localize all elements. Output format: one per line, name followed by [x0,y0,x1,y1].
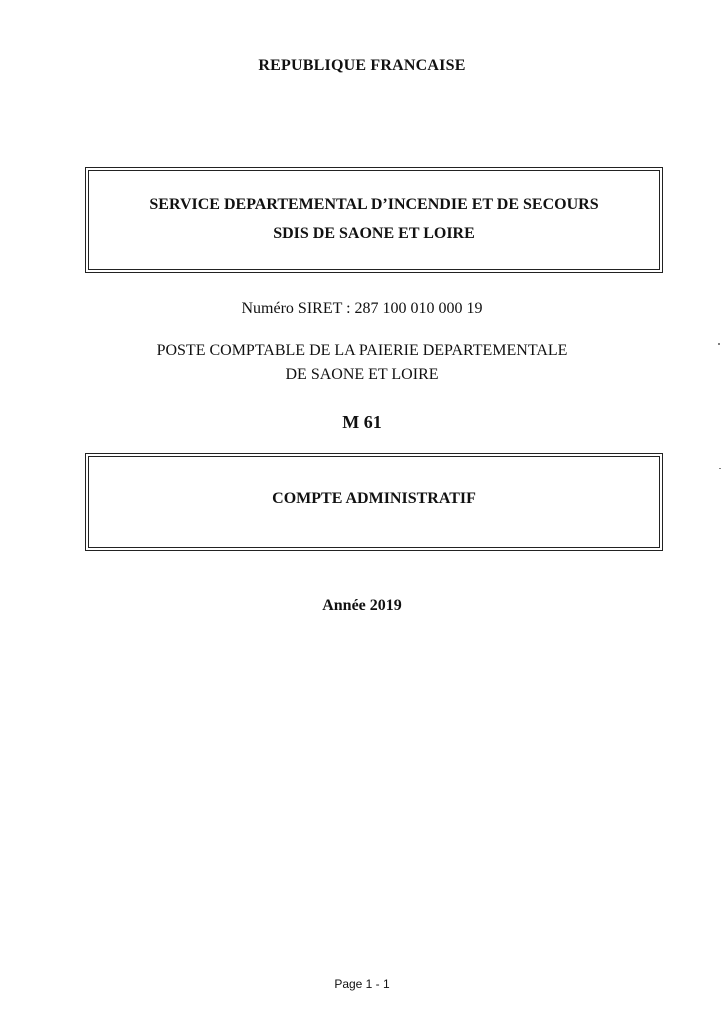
organization-name: SERVICE DEPARTEMENTAL D’INCENDIE ET DE SECOURS [149,196,599,213]
nomenclature-code: M 61 [342,412,382,432]
organization-box [85,167,663,273]
organization-subname: SDIS DE SAONE ET LOIRE [273,225,475,242]
document-year: Année 2019 [322,597,402,614]
country-heading: REPUBLIQUE FRANCAISE [258,57,466,74]
scan-speck [719,468,721,469]
page-number: Page 1 - 1 [334,977,390,991]
document-title: COMPTE ADMINISTRATIF [272,490,476,507]
accounting-office-line1: POSTE COMPTABLE DE LA PAIERIE DEPARTEMENTALE [156,342,568,359]
siret-number: Numéro SIRET : 287 100 010 000 19 [241,300,483,317]
scan-speck [718,343,720,345]
accounting-office-line2: DE SAONE ET LOIRE [285,366,439,383]
document-title-box [85,453,663,551]
